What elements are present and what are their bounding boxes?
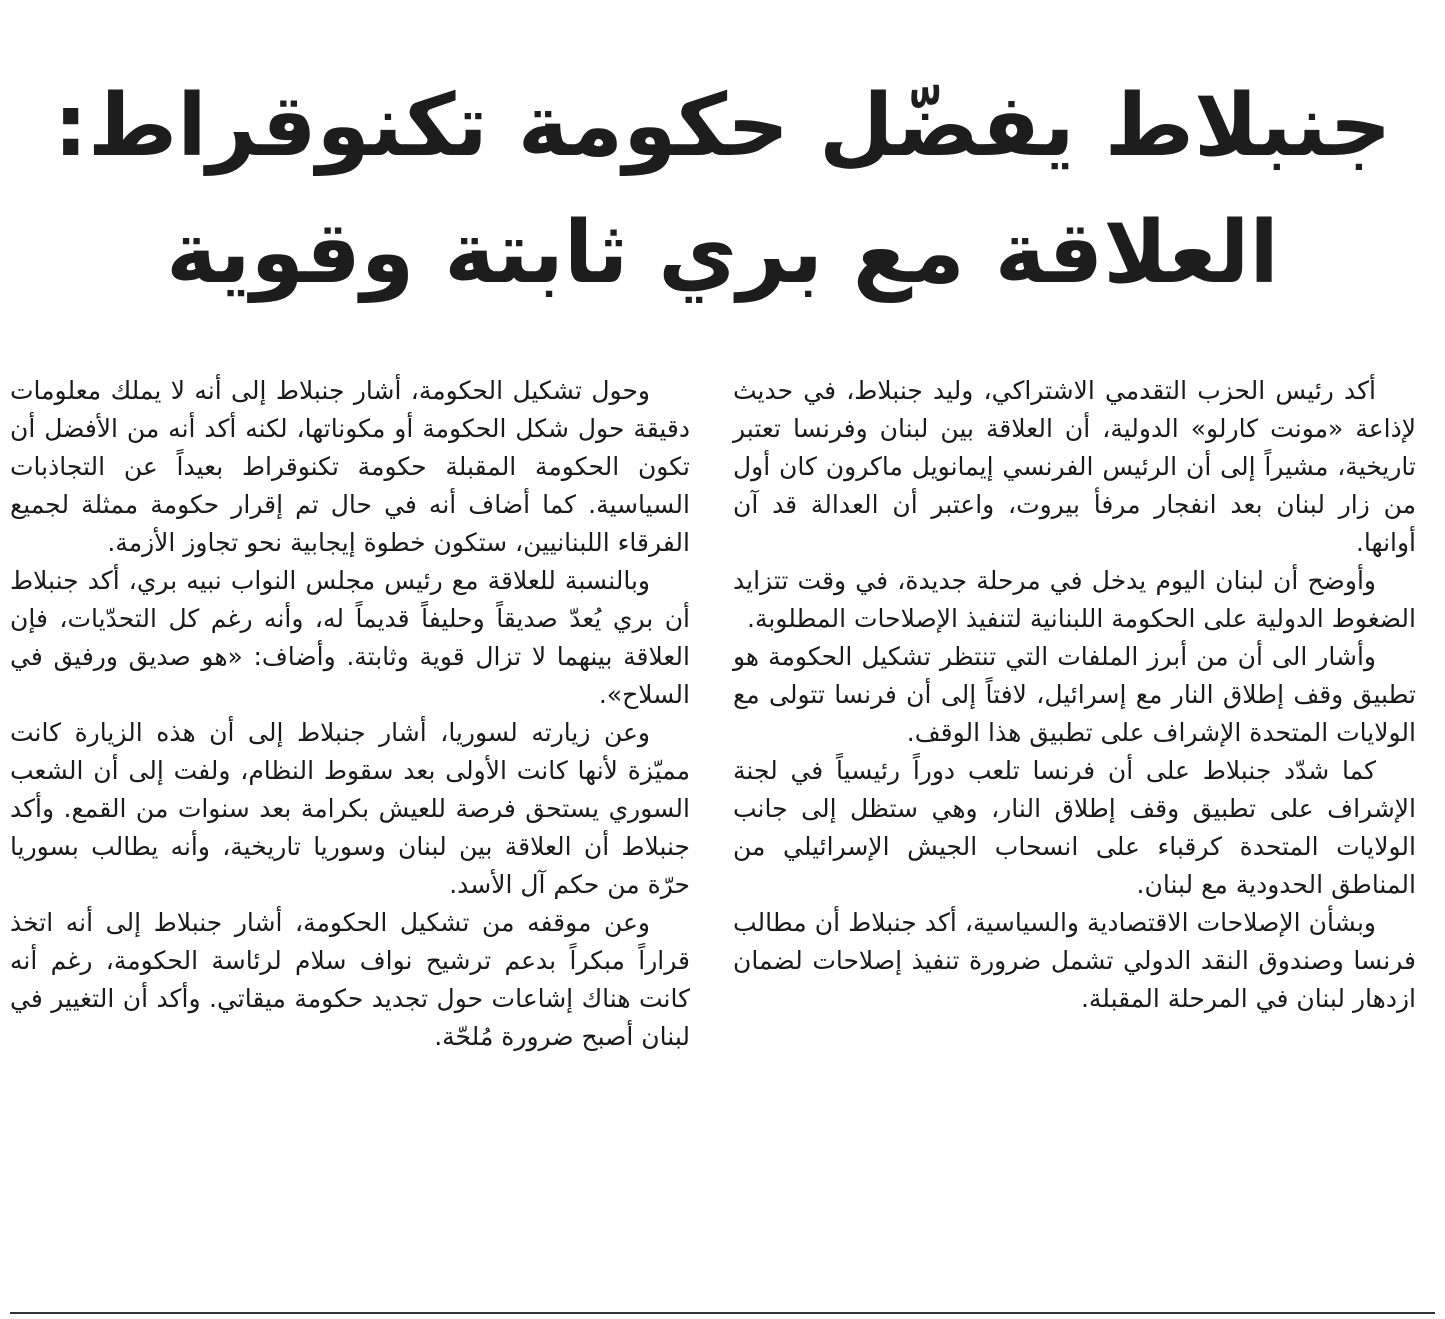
paragraph: وأوضح أن لبنان اليوم يدخل في مرحلة جديدة، في وقت تتزايد الضغوط الدولية على الحكومة اللبنانية لتنفيذ الإصلاحات المطلوبة. — [733, 566, 1416, 633]
paragraph: وبالنسبة للعلاقة مع رئيس مجلس النواب نبيه بري، أكد جنبلاط أن بري يُعدّ صديقاً وحليفاً قديماً له، وأنه رغم كل التحدّيات، فإن العلاقة بينهما لا تزال قوية وثابتة. وأضاف: «هو صديق ورفيق في السلاح». — [10, 566, 690, 709]
paragraph: كما شدّد جنبلاط على أن فرنسا تلعب دوراً رئيسياً في لجنة الإشراف على تطبيق وقف إطلاق النار، وهي ستظل إلى جانب الولايات المتحدة كرقباء على انسحاب الجيش الإسرائيلي من المناطق الحدودية مع لبنان. — [733, 756, 1416, 899]
article-column-left — [10, 372, 690, 1056]
article-column-right — [733, 372, 1416, 1018]
headline — [40, 62, 1405, 316]
paragraph: وأشار الى أن من أبرز الملفات التي تنتظر تشكيل الحكومة هو تطبيق وقف إطلاق النار مع إسرائيل، لافتاً إلى أن فرنسا تتولى مع الولايات المتحدة الإشراف على تطبيق هذا الوقف. — [733, 642, 1416, 747]
headline-line-2: العلاقة مع بري ثابتة وقوية — [166, 203, 1279, 303]
paragraph: أكد رئيس الحزب التقدمي الاشتراكي، وليد جنبلاط، في حديث لإذاعة «مونت كارلو» الدولية، أن العلاقة بين لبنان وفرنسا تعتبر تاريخية، مشيراً إلى أن الرئيس الفرنسي إيمانويل ماكرون كان أول من زار لبنان بعد انفجار مرفأ بيروت، واعتبر أن العدالة قد آن أوانها. — [733, 376, 1416, 557]
paragraph: وحول تشكيل الحكومة، أشار جنبلاط إلى أنه لا يملك معلومات دقيقة حول شكل الحكومة أو مكوناتها، لكنه أكد أنه من الأفضل أن تكون الحكومة المقبلة حكومة تكنوقراط بعيداً عن التجاذبات السياسية. كما أضاف أنه في حال تم إقرار حكومة ممثلة لجميع الفرقاء اللبنانيين، ستكون خطوة إيجابية نحو تجاوز الأزمة. — [10, 376, 690, 557]
headline-line-1: جنبلاط يفضّل حكومة تكنوقراط: — [53, 76, 1392, 176]
bottom-divider — [10, 1312, 1435, 1314]
paragraph: وعن موقفه من تشكيل الحكومة، أشار جنبلاط إلى أنه اتخذ قراراً مبكراً بدعم ترشيح نواف سلام لرئاسة الحكومة، رغم أنه كانت هناك إشاعات حول تجديد حكومة ميقاتي. وأكد أن التغيير في لبنان أصبح ضرورة مُلحّة. — [10, 908, 690, 1051]
paragraph: وعن زيارته لسوريا، أشار جنبلاط إلى أن هذه الزيارة كانت مميّزة لأنها كانت الأولى بعد سقوط النظام، ولفت إلى أن الشعب السوري يستحق فرصة للعيش بكرامة بعد سنوات من القمع. وأكد جنبلاط أن العلاقة بين لبنان وسوريا تاريخية، وأنه يطالب بسوريا حرّة من حكم آل الأسد. — [10, 718, 690, 899]
paragraph: وبشأن الإصلاحات الاقتصادية والسياسية، أكد جنبلاط أن مطالب فرنسا وصندوق النقد الدولي تشمل ضرورة تنفيذ إصلاحات لضمان ازدهار لبنان في المرحلة المقبلة. — [733, 908, 1416, 1013]
